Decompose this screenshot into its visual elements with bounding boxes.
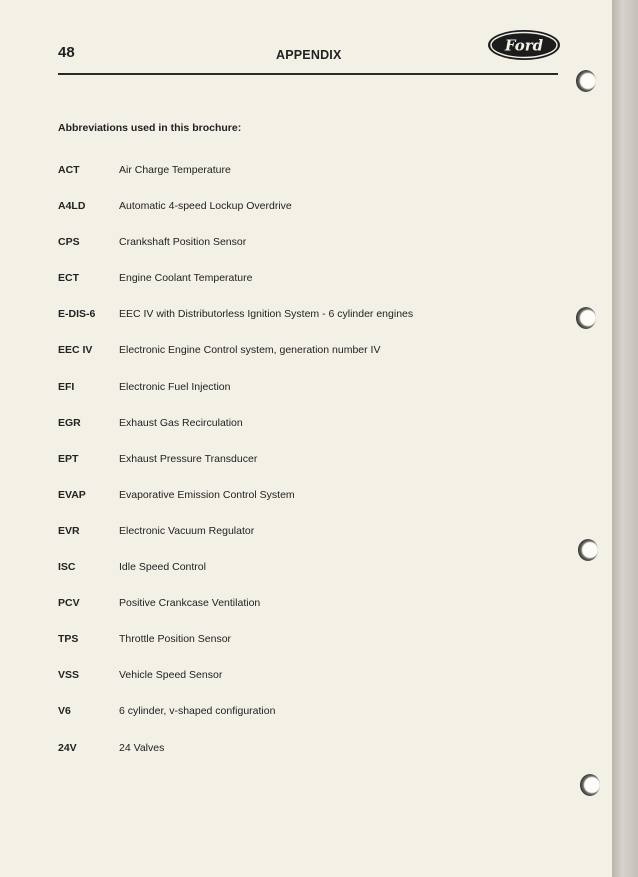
abbreviation-definition: EEC IV with Distributorless Ignition System - 6 cylinder engines bbox=[119, 308, 414, 321]
abbreviation-definition: Positive Crankcase Ventilation bbox=[119, 597, 261, 610]
ford-logo bbox=[487, 29, 561, 61]
abbreviation-code: 24V bbox=[58, 741, 77, 754]
abbreviation-code: EVR bbox=[58, 524, 80, 537]
abbreviation-definition: Exhaust Gas Recirculation bbox=[119, 416, 243, 429]
abbreviation-code: EGR bbox=[58, 416, 81, 429]
abbreviation-code: PCV bbox=[58, 597, 80, 610]
binder-hole bbox=[576, 307, 596, 329]
abbreviation-code: EPT bbox=[58, 452, 79, 465]
binder-hole bbox=[576, 70, 596, 92]
abbreviation-definition: 6 cylinder, v-shaped configuration bbox=[119, 705, 276, 718]
ford-logo-text: Ford bbox=[504, 36, 544, 55]
abbreviation-code: V6 bbox=[58, 705, 71, 718]
page-title: APPENDIX bbox=[276, 48, 342, 62]
abbreviation-definition: Electronic Vacuum Regulator bbox=[119, 524, 255, 537]
header-rule bbox=[58, 73, 558, 75]
abbreviation-definition: Air Charge Temperature bbox=[119, 164, 231, 176]
abbreviation-definition: Vehicle Speed Sensor bbox=[119, 669, 223, 682]
abbreviation-definition: Throttle Position Sensor bbox=[119, 633, 232, 646]
abbreviation-code: ECT bbox=[58, 272, 79, 285]
abbreviation-code: EFI bbox=[58, 380, 75, 393]
abbreviation-definition: Exhaust Pressure Transducer bbox=[119, 452, 258, 465]
abbreviation-definition: Evaporative Emission Control System bbox=[119, 488, 295, 501]
abbreviation-definition: Engine Coolant Temperature bbox=[119, 272, 253, 285]
section-heading: Abbreviations used in this brochure: bbox=[58, 122, 242, 134]
abbreviation-code: EVAP bbox=[58, 488, 86, 501]
abbreviation-code: EEC IV bbox=[58, 344, 93, 357]
binder-hole bbox=[578, 539, 598, 561]
abbreviation-code: ISC bbox=[58, 561, 76, 574]
abbreviation-code: E-DIS-6 bbox=[58, 308, 96, 321]
abbreviation-code: TPS bbox=[58, 633, 79, 646]
binder-hole bbox=[580, 774, 600, 796]
abbreviation-definition: Electronic Fuel Injection bbox=[119, 380, 231, 393]
abbreviation-code: A4LD bbox=[58, 200, 86, 213]
abbreviation-code: CPS bbox=[58, 236, 80, 249]
abbreviation-definition: Crankshaft Position Sensor bbox=[119, 236, 247, 249]
page-edge bbox=[612, 0, 638, 877]
abbreviation-definition: Automatic 4-speed Lockup Overdrive bbox=[119, 200, 292, 213]
page-number: 48 bbox=[58, 44, 75, 61]
abbreviation-definition: 24 Valves bbox=[119, 741, 165, 754]
abbreviation-code: VSS bbox=[58, 669, 80, 682]
abbreviation-code: ACT bbox=[58, 164, 80, 176]
abbreviation-definition: Idle Speed Control bbox=[119, 561, 206, 574]
abbreviation-definition: Electronic Engine Control system, generation number IV bbox=[119, 344, 381, 357]
